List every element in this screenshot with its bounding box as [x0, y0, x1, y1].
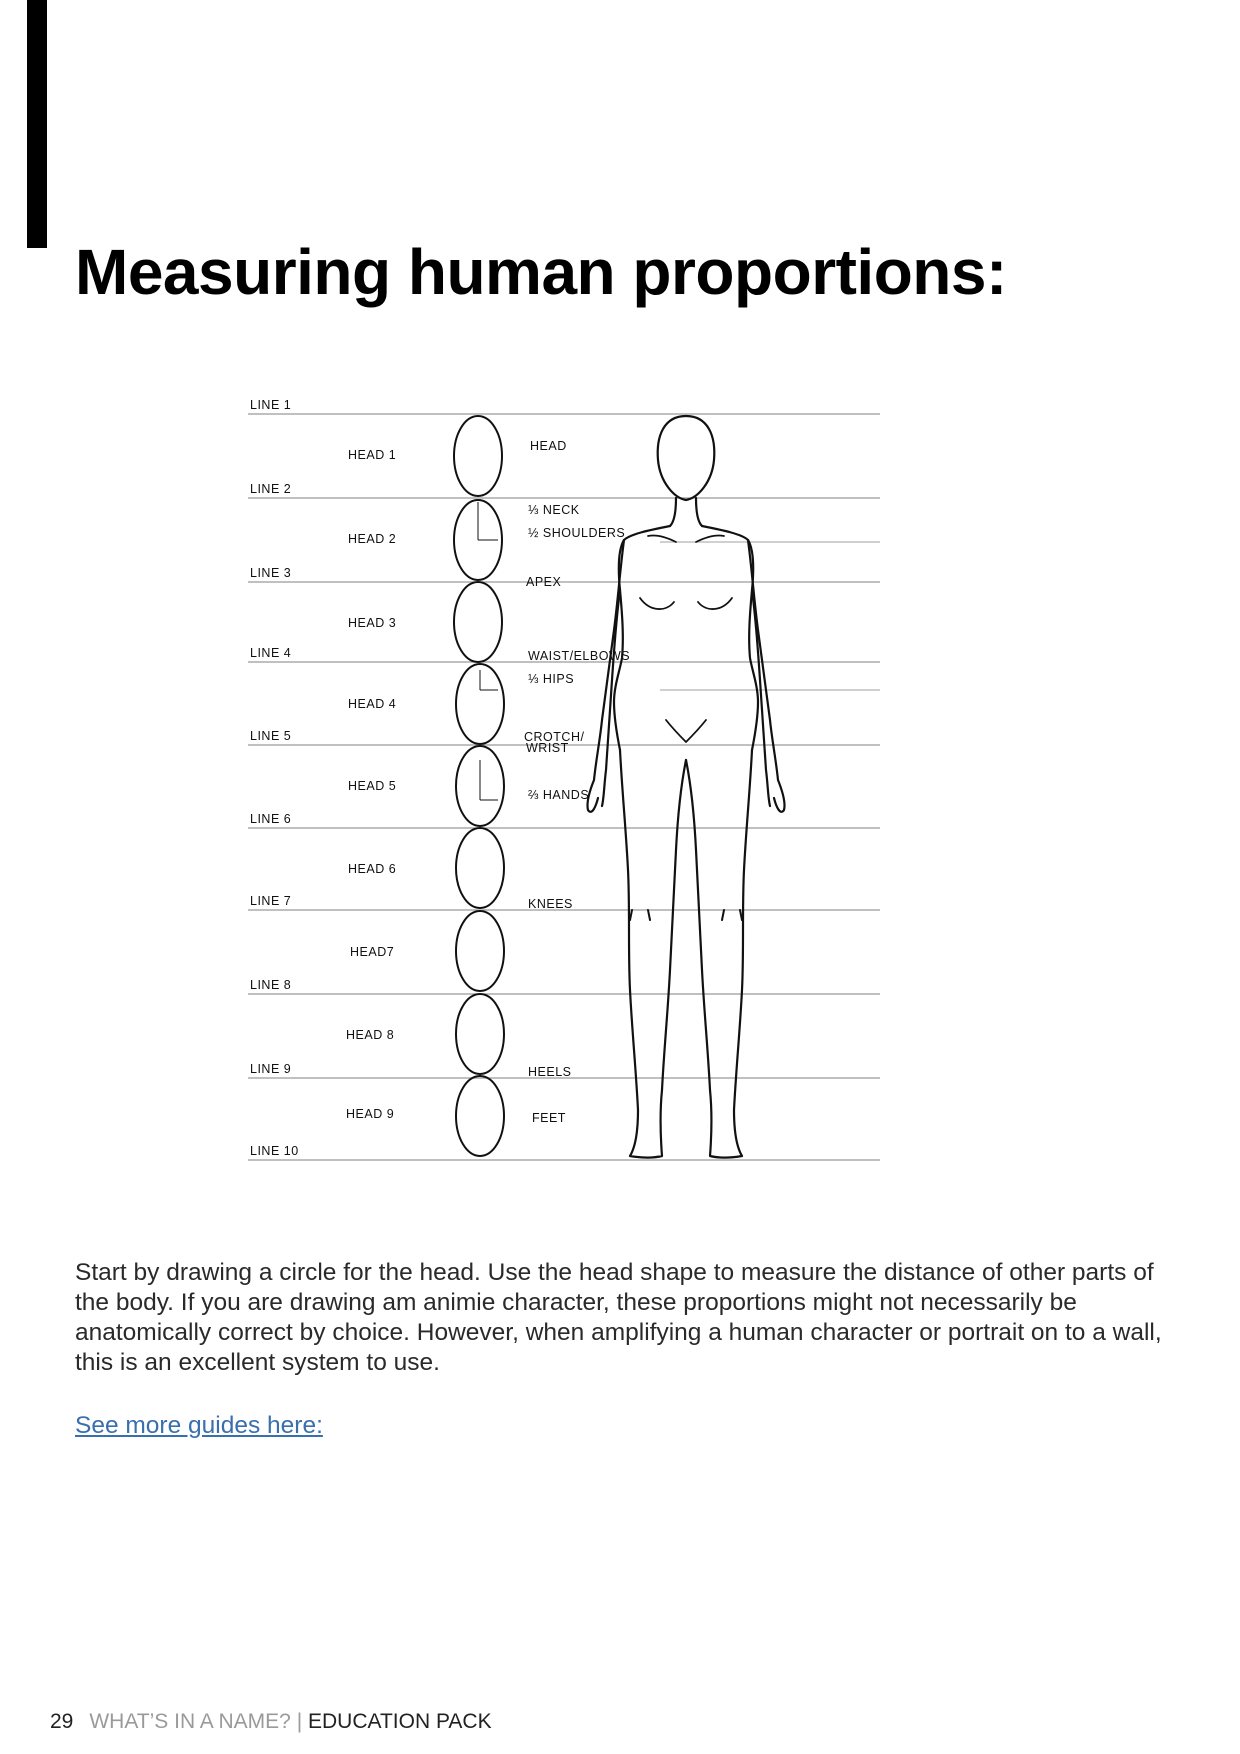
head-label: HEAD 3: [348, 616, 397, 630]
label-head: HEAD: [530, 439, 567, 453]
publication-name: WHAT’S IN A NAME?: [89, 1710, 291, 1733]
more-guides-link[interactable]: See more guides here:: [75, 1412, 323, 1439]
head-oval: [454, 582, 502, 662]
figure-crotch: [666, 720, 706, 742]
head-oval: [456, 911, 504, 991]
line-label: LINE 3: [250, 566, 292, 580]
head-label: HEAD 6: [348, 862, 397, 876]
line-label: LINE 7: [250, 894, 292, 908]
head-label: HEAD 1: [348, 448, 397, 462]
line-label: LINE 5: [250, 729, 292, 743]
page-number: 29: [50, 1710, 74, 1733]
figure-left-leg: [620, 750, 686, 1158]
label-hips: ⅓ HIPS: [528, 672, 575, 686]
label-shoulders: ½ SHOULDERS: [528, 526, 626, 540]
figure-knee-marks: [630, 910, 742, 920]
label-waist: WAIST/ELBOWS: [528, 649, 631, 663]
figure-head: [658, 416, 715, 500]
label-feet: FEET: [532, 1111, 566, 1125]
head-oval: [456, 828, 504, 908]
page-title: Measuring human proportions:: [75, 236, 1007, 308]
head-label: HEAD7: [350, 945, 395, 959]
section-name: EDUCATION PACK: [308, 1710, 492, 1733]
label-knees: KNEES: [528, 897, 573, 911]
figure-clavicle: [648, 535, 724, 542]
label-crotch: CROTCH/: [524, 730, 585, 744]
line-label: LINE 1: [250, 398, 292, 412]
label-heels: HEELS: [528, 1065, 572, 1079]
head-oval: [456, 994, 504, 1074]
head-label: HEAD 5: [348, 779, 397, 793]
proportions-diagram: [230, 390, 890, 1180]
label-apex: APEX: [526, 575, 562, 589]
head-label: HEAD 9: [346, 1107, 395, 1121]
label-neck: ⅓ NECK: [528, 503, 580, 517]
body-labels: [524, 439, 630, 1125]
head-label: HEAD 4: [348, 697, 397, 711]
head-label: HEAD 8: [346, 1028, 395, 1042]
line-label: LINE 9: [250, 1062, 292, 1076]
figure-bust: [640, 598, 732, 609]
head-oval: [454, 416, 502, 496]
line-label: LINE 2: [250, 482, 292, 496]
line-label: LINE 10: [250, 1144, 299, 1158]
side-accent-bar: [27, 0, 47, 248]
figure-neck: [670, 498, 702, 526]
instructions-paragraph: Start by drawing a circle for the head. Use the head shape to measure the distance of other parts of the body. If you are drawing am animie character, these proportions might not necessarily be anatomically correct by choice. However, when amplifying a human character or portrait on to a wall, this is an excellent system to use.: [75, 1259, 1162, 1376]
head-oval: [456, 1076, 504, 1156]
line-labels: [250, 398, 299, 1158]
footer-separator: |: [296, 1710, 303, 1733]
head-labels: [346, 448, 396, 1121]
page-footer: [50, 1710, 492, 1734]
line-label: LINE 6: [250, 812, 292, 826]
head-label: HEAD 2: [348, 532, 397, 546]
label-hands: ⅔ HANDS: [528, 788, 590, 802]
line-label: LINE 8: [250, 978, 292, 992]
figure-right-leg: [686, 750, 752, 1158]
label-wrist: WRIST: [526, 741, 569, 755]
line-label: LINE 4: [250, 646, 292, 660]
head-ovals: [454, 416, 504, 1156]
proportions-drawing: [230, 390, 890, 1180]
